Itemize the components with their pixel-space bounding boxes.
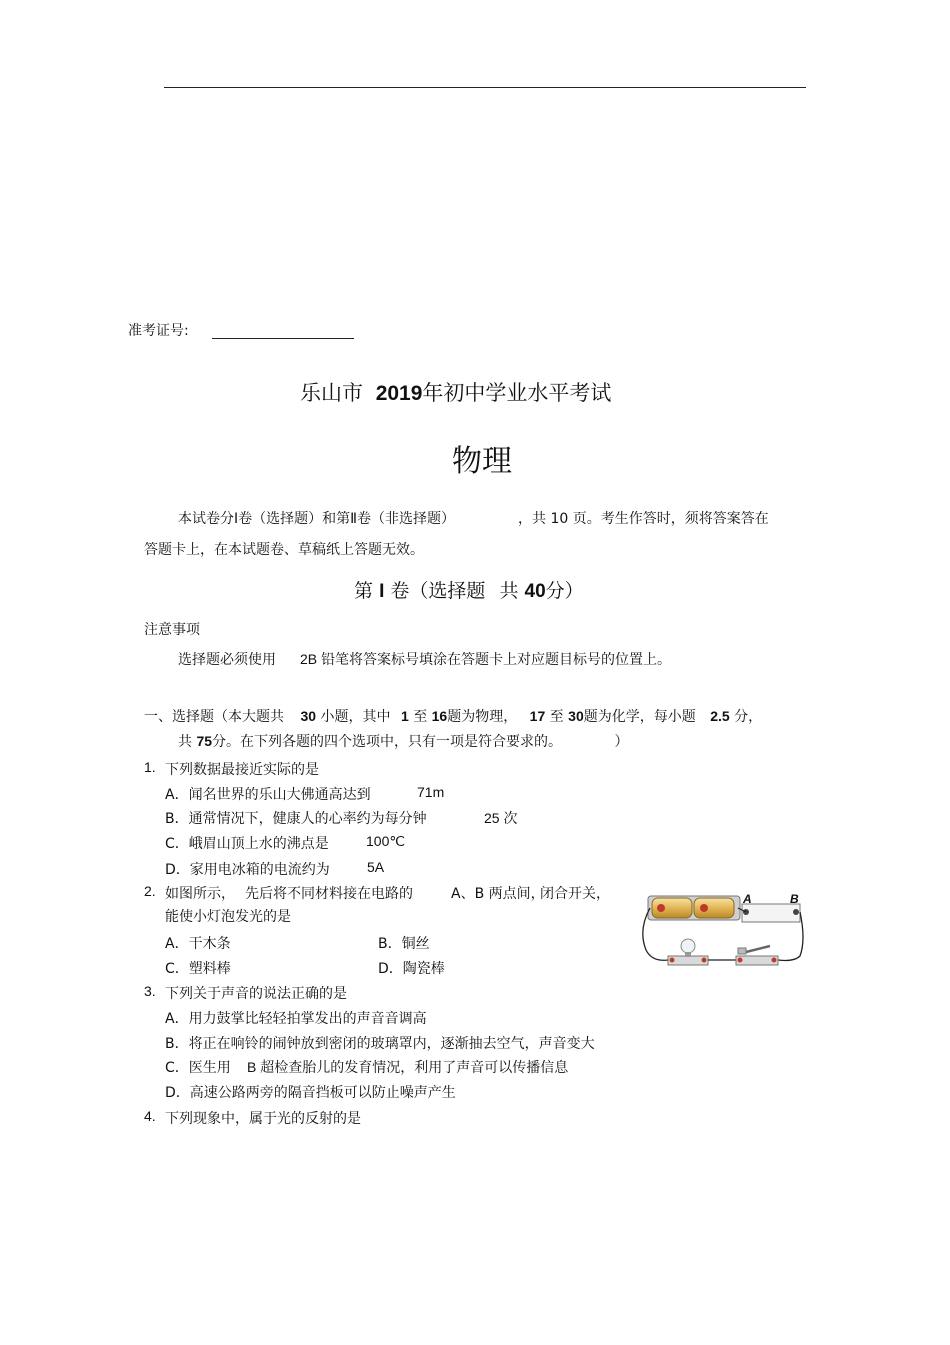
battery-terminal-2 bbox=[700, 904, 708, 912]
part1-n1: 1 bbox=[400, 708, 409, 724]
part1-t1: 小题，其中 bbox=[320, 709, 391, 725]
switch-terminal-1 bbox=[738, 958, 743, 963]
part1-t8: 分。在下列各题的四个选项中，只有一项是符合要求的。 bbox=[212, 734, 563, 750]
bulb-terminal-1 bbox=[670, 958, 675, 963]
part1-n30b: 30 bbox=[568, 708, 584, 724]
q3-option-a[interactable]: A．用力鼓掌比轻轻拍掌发出的声音音调高 bbox=[165, 1011, 427, 1027]
q1-option-c-value: 100℃ bbox=[366, 833, 406, 849]
section-score: 40 bbox=[524, 581, 546, 602]
title-year: 2019 bbox=[375, 382, 423, 405]
part1-instructions-line1 bbox=[144, 706, 762, 726]
q1-option-a[interactable]: A．闻名世界的乐山大佛通高达到 bbox=[165, 787, 371, 803]
q1-option-d[interactable]: D．家用电冰箱的电流约为 bbox=[165, 862, 330, 878]
title-city: 乐山市 bbox=[300, 381, 363, 405]
notice-heading: 注意事项 bbox=[144, 622, 200, 638]
test-board bbox=[742, 904, 800, 922]
q1-option-a-value: 71m bbox=[417, 784, 445, 800]
part1-n75: 75 bbox=[196, 733, 213, 749]
battery-terminal-1 bbox=[657, 904, 665, 912]
section-p2: 卷（选择题 bbox=[390, 580, 486, 602]
intro-line2: 答题卡上，在本试题卷、草稿纸上答题无效。 bbox=[144, 542, 424, 558]
part1-n25: 2.5 bbox=[710, 708, 730, 724]
notice-text-a: 选择题必须使用 bbox=[178, 652, 276, 668]
q1-option-d-value: 5A bbox=[367, 859, 385, 875]
q2-stem-a: 如图所示， bbox=[165, 886, 235, 902]
part1-t2: 至 bbox=[413, 709, 428, 725]
bulb-socket bbox=[685, 952, 691, 957]
header-rule bbox=[164, 87, 806, 88]
q2-stem-d: 闭合开关， bbox=[540, 886, 610, 902]
q1-number: 1. bbox=[144, 759, 156, 775]
title-rest: 年初中学业水平考试 bbox=[422, 381, 612, 405]
notice-text-b: 2B 铅笔将答案标号填涂在答题卡上对应题目标号的位置上。 bbox=[300, 651, 672, 667]
q2-option-c[interactable]: C．塑料棒 bbox=[165, 961, 231, 977]
q1-option-b[interactable]: B．通常情况下，健康人的心率约为每分钟 bbox=[165, 811, 427, 827]
q2-stem-b: 先后将不同材料接在电路的 bbox=[245, 886, 413, 902]
switch-handle bbox=[738, 948, 746, 954]
part1-n17: 17 bbox=[529, 708, 546, 724]
part1-instructions-line2 bbox=[178, 731, 628, 751]
section-p1: 第 bbox=[354, 580, 374, 602]
q2-number: 2. bbox=[144, 883, 156, 899]
part1-t7: 共 bbox=[178, 734, 192, 750]
part1-n30: 30 bbox=[300, 708, 317, 724]
q2-option-d[interactable]: D．陶瓷棒 bbox=[378, 961, 445, 977]
switch-terminal-2 bbox=[772, 958, 777, 963]
q1-option-c[interactable]: C．峨眉山顶上水的沸点是 bbox=[165, 836, 329, 852]
subject-title: 物理 bbox=[452, 444, 512, 479]
q2-option-b[interactable]: B．铜丝 bbox=[378, 936, 430, 952]
section-heading bbox=[354, 576, 584, 603]
circuit-diagram bbox=[638, 890, 808, 970]
part1-t9: ） bbox=[614, 734, 629, 750]
q2-option-a[interactable]: A．干木条 bbox=[165, 936, 231, 952]
q1-stem: 下列数据最接近实际的是 bbox=[165, 762, 319, 778]
q3-stem: 下列关于声音的说法正确的是 bbox=[165, 986, 347, 1002]
part1-t4: 至 bbox=[549, 709, 564, 725]
part1-label: 一、选择题（本大题共 bbox=[144, 709, 284, 725]
label-a: A bbox=[743, 892, 752, 906]
lightbulb bbox=[681, 939, 695, 953]
q3-option-c-a[interactable]: C．医生用 bbox=[165, 1060, 231, 1076]
q3-option-b[interactable]: B．将正在响铃的闹钟放到密闭的玻璃罩内，逐渐抽去空气，声音变大 bbox=[165, 1036, 595, 1052]
q4-number: 4. bbox=[144, 1108, 156, 1124]
q3-number: 3. bbox=[144, 983, 156, 999]
terminal-b bbox=[793, 909, 799, 915]
part1-t5: 题为化学，每小题 bbox=[583, 709, 696, 725]
exam-id-label: 准考证号: bbox=[128, 323, 189, 339]
section-p3: 共 bbox=[499, 580, 519, 602]
q1-option-b-value: 25 次 bbox=[484, 810, 518, 826]
exam-id-blank[interactable] bbox=[212, 338, 354, 339]
exam-title bbox=[300, 377, 611, 407]
q3-option-c-b[interactable]: B 超检查胎儿的发育情况，利用了声音可以传播信息 bbox=[247, 1059, 569, 1075]
label-b: B bbox=[790, 892, 799, 906]
section-p4: 分） bbox=[545, 580, 584, 602]
part1-t6: 分， bbox=[734, 709, 763, 725]
bulb-terminal-2 bbox=[702, 958, 707, 963]
q4-stem: 下列现象中，属于光的反射的是 bbox=[165, 1111, 361, 1127]
part1-n16: 16 bbox=[431, 708, 448, 724]
intro-line1-b: ，共 10 页。考生作答时，须将答案答在 bbox=[518, 511, 769, 527]
intro-line1-a: 本试卷分Ⅰ卷（选择题）和第Ⅱ卷（非选择题） bbox=[178, 511, 456, 527]
part1-t3: 题为物理， bbox=[447, 709, 518, 725]
q3-option-d[interactable]: D．高速公路两旁的隔音挡板可以防止噪声产生 bbox=[165, 1085, 456, 1101]
q2-stem-line2: 能使小灯泡发光的是 bbox=[165, 909, 291, 925]
section-roman: I bbox=[379, 581, 385, 602]
q2-stem-c: A、B 两点间， bbox=[451, 886, 545, 902]
